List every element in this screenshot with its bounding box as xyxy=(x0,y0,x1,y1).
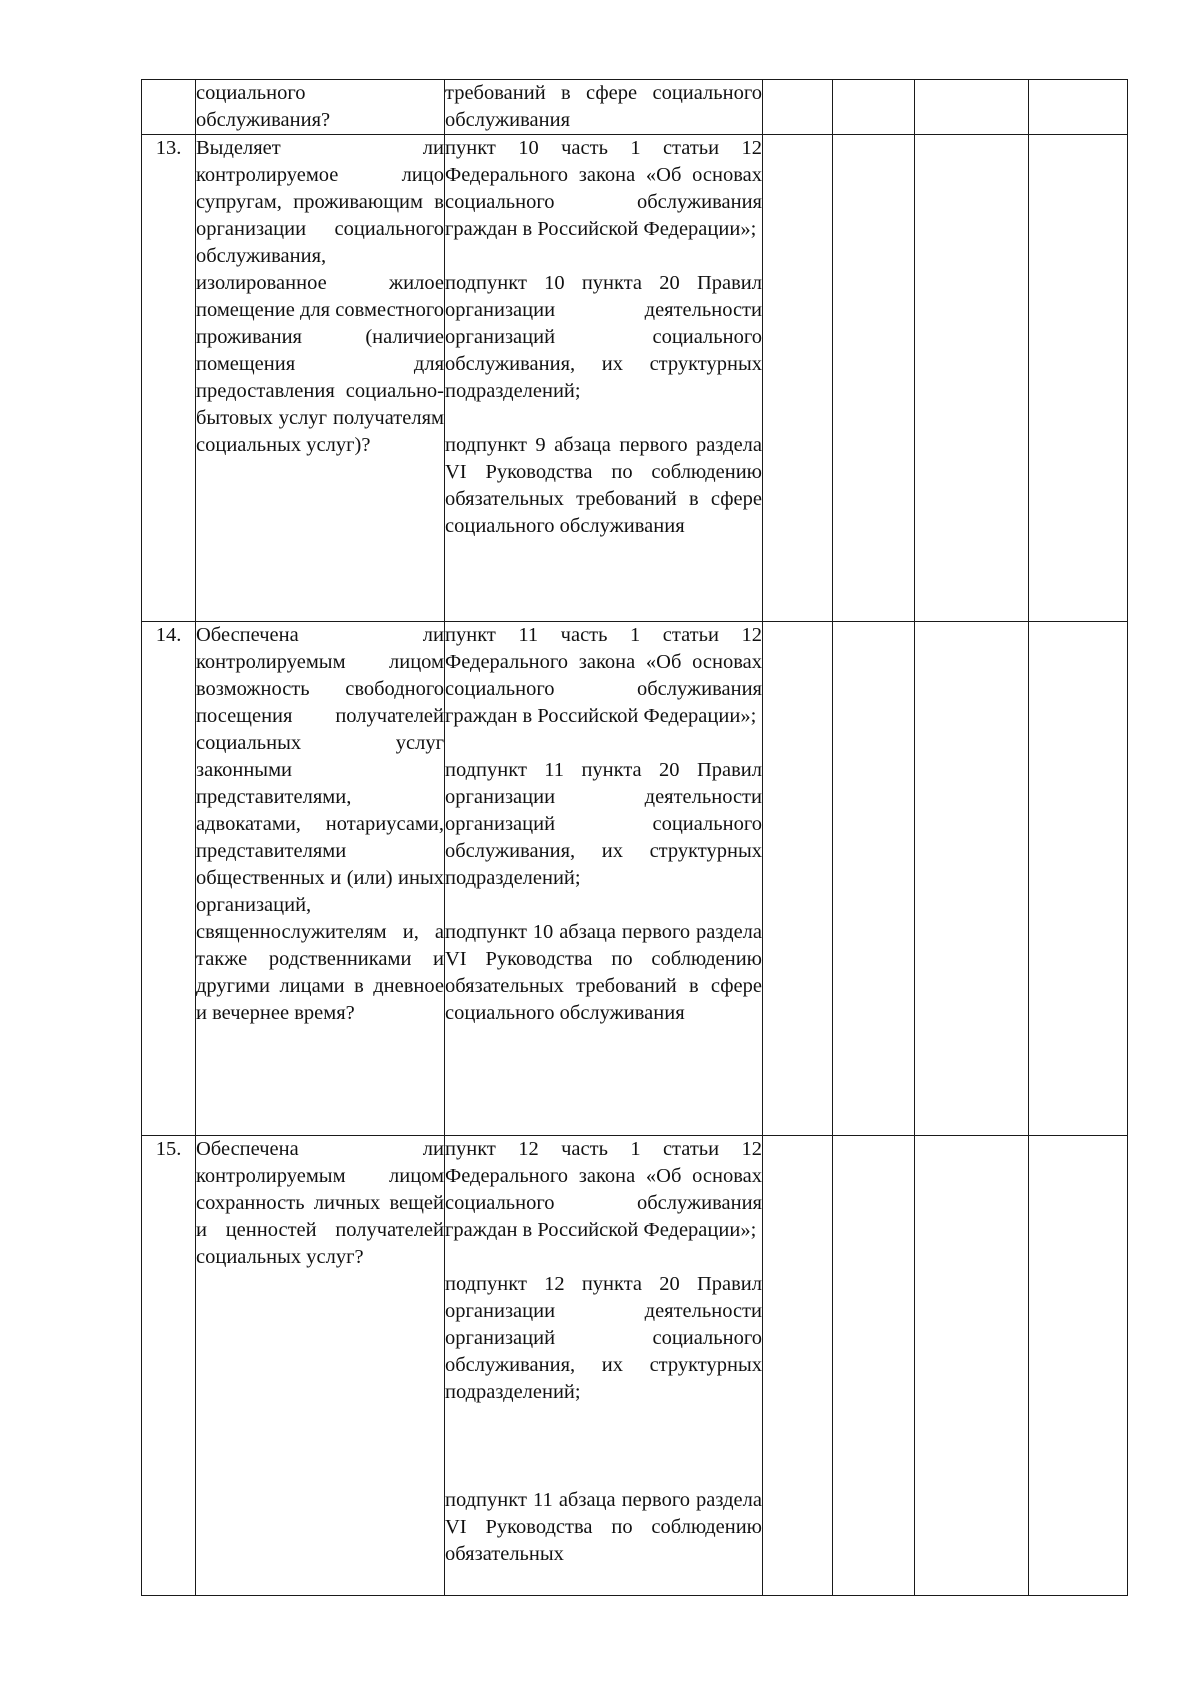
table-row xyxy=(142,622,1128,1136)
empty-cell xyxy=(833,135,915,622)
question-cell xyxy=(196,135,445,622)
question-cell xyxy=(196,1136,445,1596)
empty-cell xyxy=(915,622,1029,1136)
reference-text: подпункт 11 пункта 20 Правил организации деятельности организаций социального обслуживания, их структурных подразделений; xyxy=(445,759,762,889)
empty-cell xyxy=(915,1136,1029,1596)
empty-cell xyxy=(1029,622,1128,1136)
empty-cell xyxy=(763,622,833,1136)
row-number xyxy=(142,80,196,135)
question-text: Обеспечена ли контролируемым лицом сохранность личных вещей и ценностей получателей социальных услуг? xyxy=(196,1138,444,1268)
empty-cell xyxy=(833,1136,915,1596)
question-text: Обеспечена ли контролируемым лицом возможность свободного посещения получателей социальных услуг законными представителями, адвокатами, нотариусами, представителями общественных и (или) иных организаций, священнослужителям и, а также родственниками и другими лицами в дневное и вечернее время? xyxy=(196,624,444,1024)
reference-text: подпункт 10 абзаца первого раздела VI Руководства по соблюдению обязательных требований в сфере социального обслуживания xyxy=(445,921,762,1024)
reference-cell xyxy=(445,80,763,135)
table-row xyxy=(142,135,1128,622)
empty-cell xyxy=(1029,80,1128,135)
reference-cell xyxy=(445,1136,763,1596)
row-number: 14. xyxy=(142,622,196,1136)
question-cell xyxy=(196,80,445,135)
empty-cell xyxy=(1029,1136,1128,1596)
table-row xyxy=(142,1136,1128,1596)
empty-cell xyxy=(833,622,915,1136)
reference-text: пункт 10 часть 1 статьи 12 Федерального закона «Об основах социального обслуживания граждан в Российской Федерации»; xyxy=(445,137,762,240)
empty-cell xyxy=(915,80,1029,135)
empty-cell xyxy=(763,1136,833,1596)
empty-cell xyxy=(915,135,1029,622)
row-number: 15. xyxy=(142,1136,196,1596)
empty-cell xyxy=(1029,135,1128,622)
question-text: социального обслуживания? xyxy=(196,82,331,131)
empty-cell xyxy=(833,80,915,135)
empty-cell xyxy=(763,135,833,622)
row-number: 13. xyxy=(142,135,196,622)
question-cell xyxy=(196,622,445,1136)
reference-text: пункт 12 часть 1 статьи 12 Федерального закона «Об основах социального обслуживания граждан в Российской Федерации»; xyxy=(445,1138,762,1241)
reference-text: подпункт 12 пункта 20 Правил организации деятельности организаций социального обслуживания, их структурных подразделений; xyxy=(445,1273,762,1403)
reference-text: требований в сфере социального обслуживания xyxy=(445,82,762,131)
checklist-table xyxy=(141,79,1128,1596)
reference-text: подпункт 11 абзаца первого раздела VI Руководства по соблюдению обязательных xyxy=(445,1489,762,1565)
reference-cell xyxy=(445,622,763,1136)
question-text: Выделяет ли контролируемое лицо супругам, проживающим в организации социального обслуживания, изолированное жилое помещение для совместного проживания (наличие помещения для предоставления социально-бытовых услуг получателям социальных услуг)? xyxy=(196,137,444,456)
table-row xyxy=(142,80,1128,135)
reference-cell xyxy=(445,135,763,622)
reference-text: пункт 11 часть 1 статьи 12 Федерального закона «Об основах социального обслуживания граждан в Российской Федерации»; xyxy=(445,624,762,727)
reference-text: подпункт 9 абзаца первого раздела VI Руководства по соблюдению обязательных требований в сфере социального обслуживания xyxy=(445,434,762,537)
reference-text: подпункт 10 пункта 20 Правил организации деятельности организаций социального обслуживания, их структурных подразделений; xyxy=(445,272,762,402)
empty-cell xyxy=(763,80,833,135)
